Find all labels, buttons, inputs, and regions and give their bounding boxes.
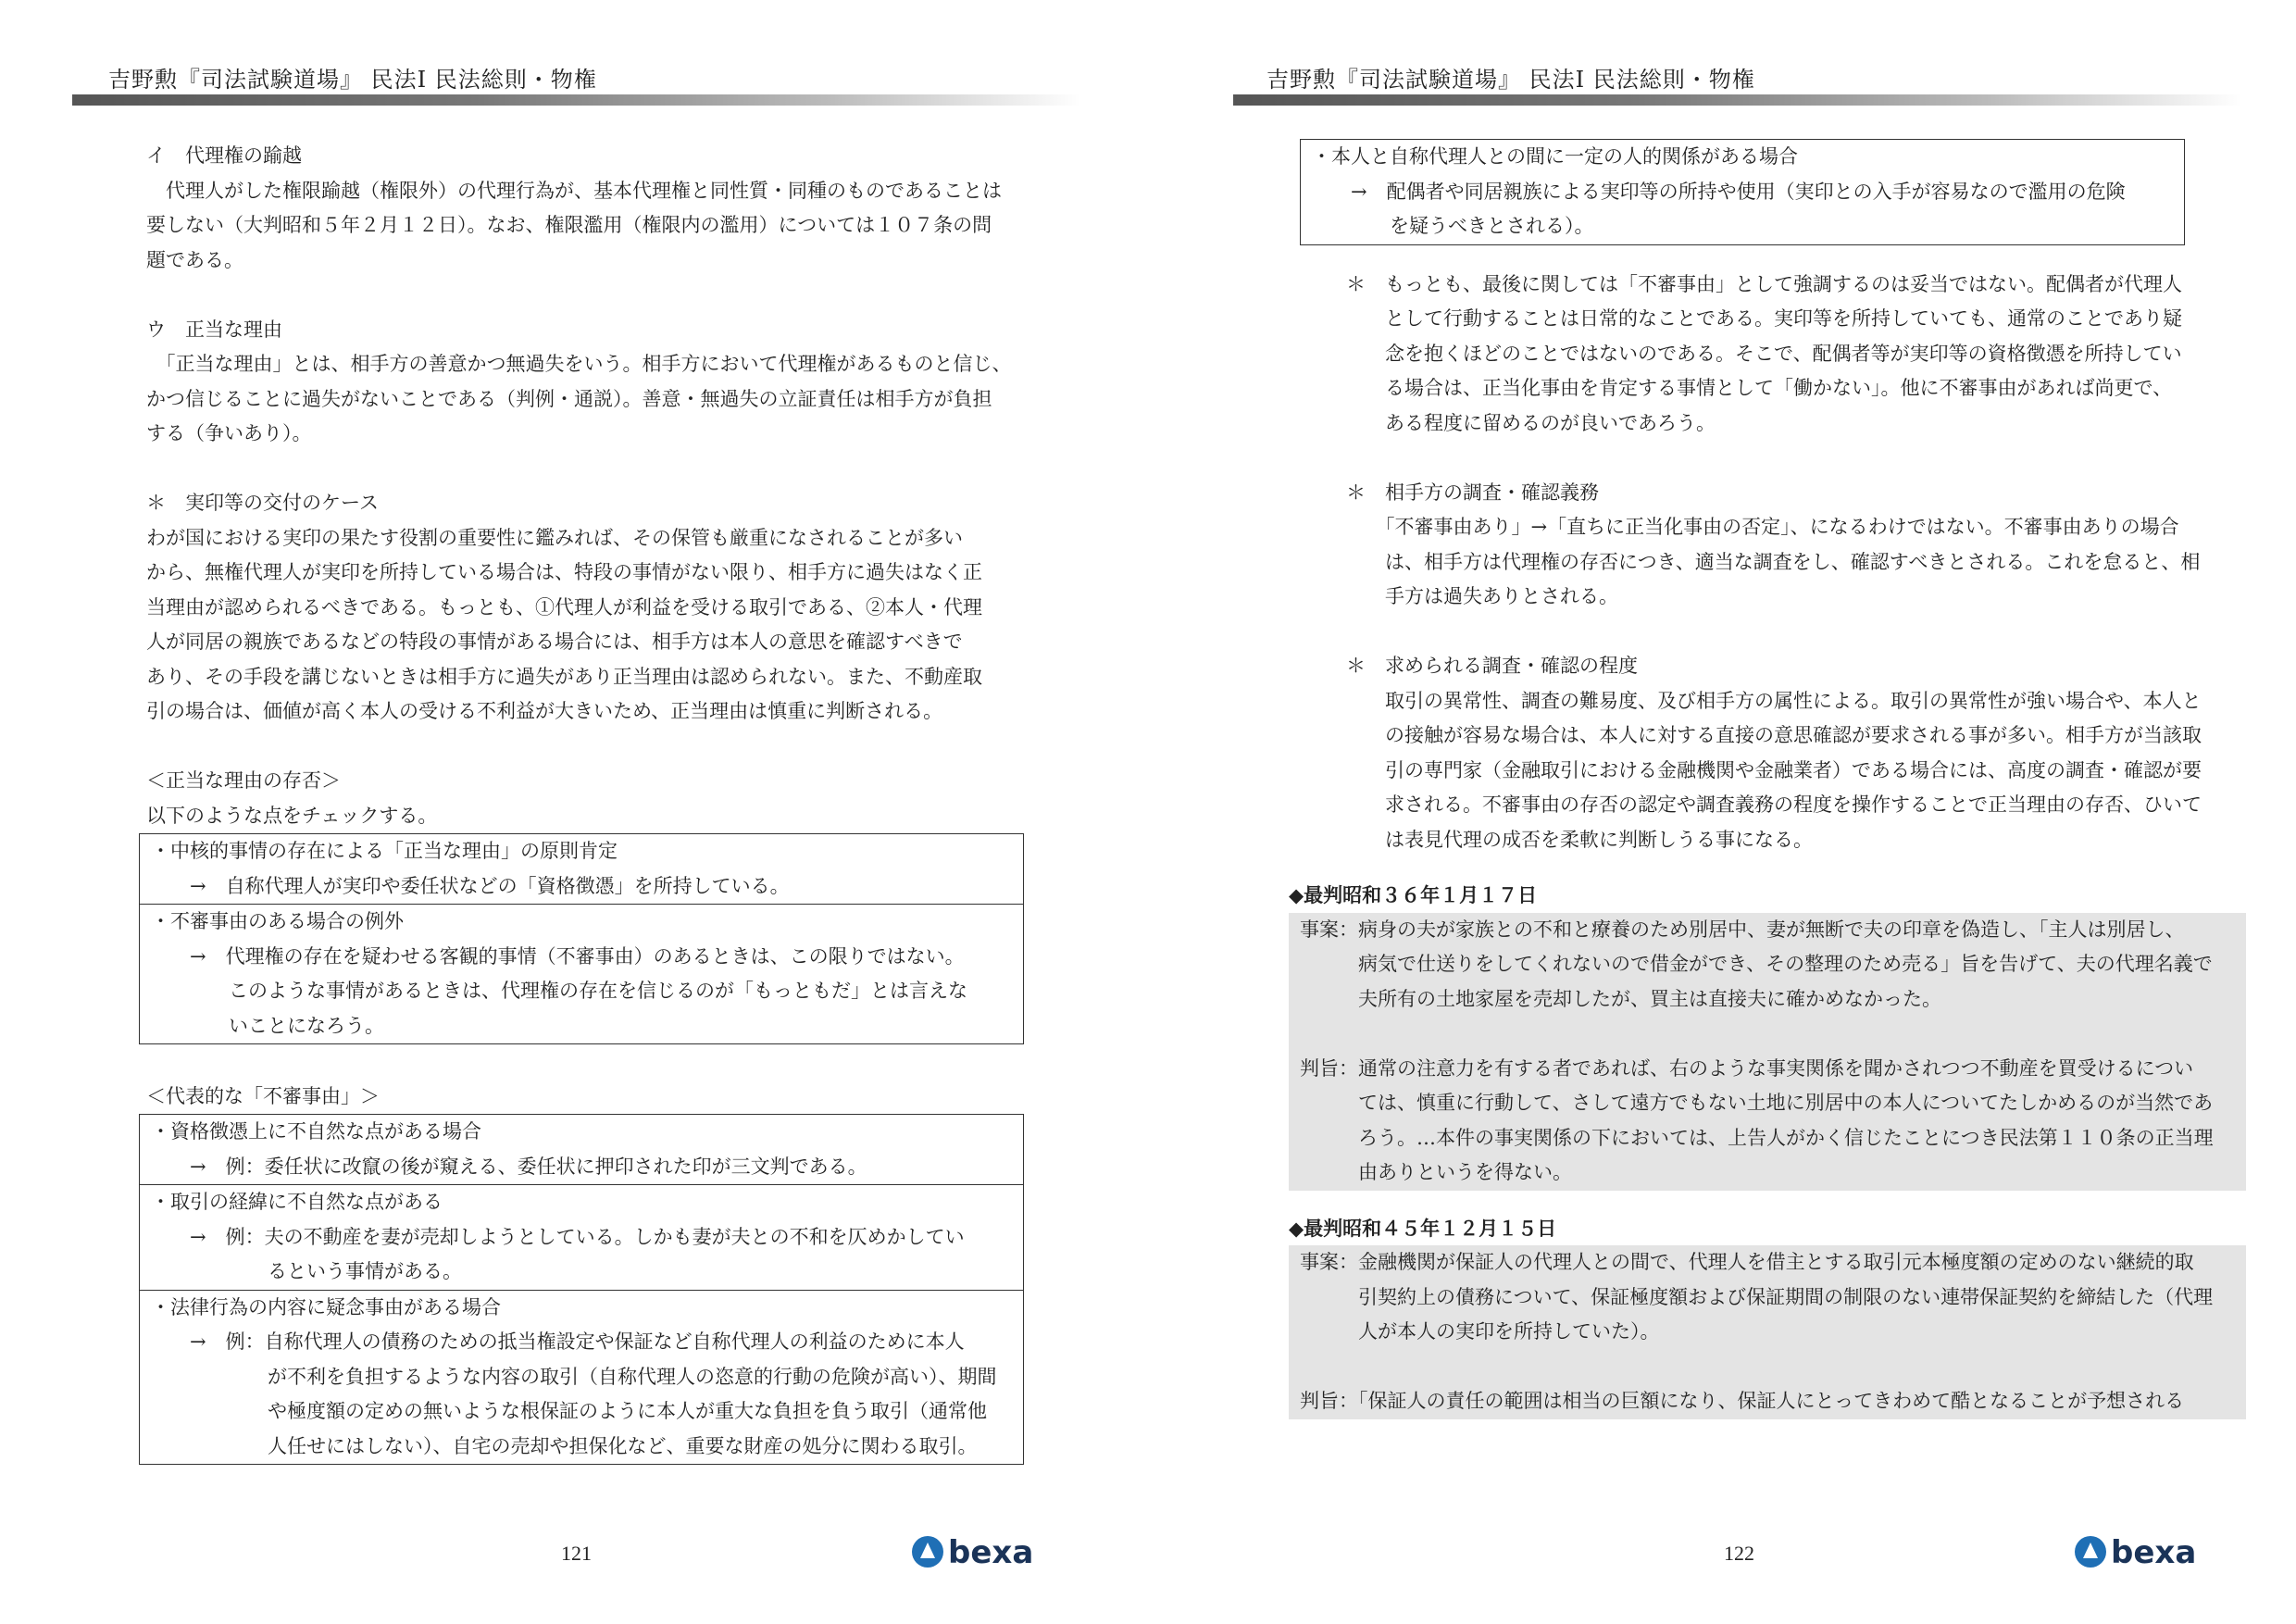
case-line: 事案：金融機関が保証人の代理人との間で、代理人を借主とする取引元本極度額の定めのない継続的取 (1300, 1251, 2194, 1273)
box-line: るという事情がある。 (151, 1260, 462, 1282)
text-line: 要しない（大判昭和５年２月１２日）。なお、権限濫用（権限内の濫用）については１０７条の問 (146, 214, 992, 236)
text-line: 手方は過失ありとされる。 (1346, 585, 1618, 607)
blank-line (146, 452, 1063, 487)
bexa-logo (909, 1530, 1057, 1574)
text-line: 代理人がした権限踰越（権限外）の代理行為が、基本代理権と同性質・同種のものであることは (146, 179, 1002, 202)
suspicious-causes-box (139, 1114, 1024, 1465)
case2-title: ◆最判昭和４５年１２月１５日 (1289, 1216, 1557, 1240)
text-line: わが国における実印の果たす役割の重要性に鑑みれば、その保管も厳重になされることが多い (146, 526, 963, 549)
box-line: このような事情があるときは、代理権の存在を信じるのが「もっともだ」とは言えな (151, 980, 967, 1002)
running-header: 吉野勲『司法試験道場』 民法Ⅰ 民法総則・物権 (108, 67, 597, 93)
case-line: 病気で仕送りをしてくれないので借金ができ、その整理のため売る」旨を告げて、夫の代理名義で (1300, 953, 2213, 975)
principle-exception-box (139, 833, 1024, 1044)
text-line: する（争いあり）。 (146, 422, 312, 444)
box-item (140, 1184, 1023, 1290)
box-line: ・中核的事情の存在による「正当な理由」の原則肯定 (151, 840, 618, 862)
case-line: 判旨：通常の注意力を有する者であれば、右のような事実関係を聞かされつつ不動産を買受けるについ (1300, 1056, 2194, 1080)
text-line: 引の専門家（金融取引における金融機関や金融業者）である場合には、高度の調査・確認が要 (1346, 758, 2202, 781)
text-line: ＊ 実印等の交付のケース (146, 492, 379, 514)
text-line: ＊ 相手方の調査・確認義務 (1346, 481, 1599, 504)
case-line: 判旨：「保証人の責任の範囲は相当の巨額になり、保証人にとってきわめて酷となることが予想される (1300, 1390, 2185, 1412)
svg-text:bexa: bexa (2111, 1534, 2197, 1571)
blank-line (1346, 615, 2226, 650)
case1-body (1289, 913, 2246, 1191)
box-line: → 代理権の存在を疑わせる客観的事情（不審事由）のあるときは、この限りではない。 (151, 944, 965, 968)
relationship-box (1300, 139, 2185, 245)
blank-line (1300, 1350, 2235, 1385)
blank-line (146, 278, 1063, 313)
case2-body (1289, 1245, 2246, 1419)
text-line: ウ 正当な理由 (146, 318, 282, 341)
box-item (140, 834, 1023, 904)
blank-line (146, 730, 1063, 765)
blank-line (1346, 441, 2226, 476)
text-line: 人が同居の親族であるなどの特段の事情がある場合には、相手方は本人の意思を確認すべきで (146, 631, 963, 653)
case-line: 引契約上の債務について、保証極度額および保証期間の制限のない連帯保証契約を締結した（代理 (1300, 1285, 2214, 1308)
case-line: 夫所有の土地家屋を売却したが、買主は直接夫に確かめなかった。 (1300, 987, 1941, 1010)
box-line: ・本人と自称代理人との間に一定の人的関係がある場合 (1312, 145, 1798, 168)
header-rule (72, 94, 1081, 106)
text-line: の接触が容易な場合は、本人に対する直接の意思確認が要求される事が多い。相手方が当該取 (1346, 724, 2202, 746)
box-line: → 自称代理人が実印や委任状などの「資格徴憑」を所持している。 (151, 874, 790, 897)
box-line: ・法律行為の内容に疑念事由がある場合 (151, 1295, 501, 1318)
box-line: や極度額の定めの無いような根保証のように本人が重大な負担を負う取引（通常他 (151, 1400, 987, 1422)
box-line: 人任せにはしない）、自宅の売却や担保化など、重要な財産の処分に関わる取引。 (151, 1434, 978, 1457)
text-line: る場合は、正当化事由を肯定する事情として「働かない」。他に不審事由があれば尚更で、 (1346, 377, 2173, 399)
text-line: イ 代理権の踰越 (146, 144, 302, 167)
box-line: → 配偶者や同居親族による実印等の所持や使用（実印との入手が容易なので濫用の危険 (1312, 180, 2126, 203)
heading-suspicious-causes: ＜代表的な「不審事由」＞ (146, 1084, 380, 1107)
text-line: 取引の異常性、調査の難易度、及び相手方の属性による。取引の異常性が強い場合や、本人と (1346, 689, 2202, 712)
page-number: 122 (1724, 1542, 1754, 1565)
box-item (140, 1290, 1023, 1465)
case1-title: ◆最判昭和３６年１月１７日 (1289, 883, 1538, 906)
text-line: 求される。不審事由の存否の認定や調査義務の程度を操作することで正当理由の存否、ひいて (1346, 793, 2202, 816)
case-line: ろう。…本件の事実関係の下においては、上告人がかく信じたことにつき民法第１１０条の正当理 (1300, 1126, 2214, 1149)
right-body (1289, 139, 2226, 1419)
text-line: かつ信じることに過失がないことである（判例・通説）。善意・無過失の立証責任は相手方が負担 (146, 387, 992, 410)
text-line: 当理由が認められるべきである。もっとも、①代理人が利益を受ける取引である、②本人・代理 (146, 595, 982, 618)
text-line: として行動することは日常的なことである。実印等を所持していても、通常のことであり疑 (1346, 307, 2182, 330)
text-line: 「不審事由あり」→「直ちに正当化事由の否定」、になるわけではない。不審事由ありの場合 (1346, 516, 2179, 538)
header-rule (1233, 94, 2242, 106)
box-line: いことになろう。 (151, 1014, 384, 1037)
case-line: 事案：病身の夫が家族との不和と療養のため別居中、妻が無断で夫の印章を偽造し、「主人は別居し、 (1300, 918, 2185, 941)
text-line: は表見代理の成否を柔軟に判断しうる事になる。 (1346, 828, 1813, 851)
box-line: が不利を負担するような内容の取引（自称代理人の恣意的行動の危険が高い）、期間 (151, 1365, 997, 1388)
box-line: → 例：自称代理人の債務のための抵当権設定や保証など自称代理人の利益のために本人 (151, 1330, 965, 1353)
box-item (140, 904, 1023, 1043)
box-line: を疑うべきとされる）。 (1312, 215, 1594, 237)
bexa-logo (2072, 1530, 2220, 1574)
right-page (1148, 0, 2296, 1624)
left-body (146, 139, 1063, 1465)
text-line: は、相手方は代理権の存否につき、適当な調査をし、確認すべきとされる。これを怠ると、相 (1346, 550, 2201, 573)
left-text-lines (146, 139, 1063, 833)
svg-text:bexa: bexa (948, 1534, 1034, 1571)
text-line: 以下のような点をチェックする。 (146, 804, 438, 827)
box-line: ・取引の経緯に不自然な点がある (151, 1191, 443, 1213)
box-line: → 例：委任状に改竄の後が窺える、委任状に押印された印が三文判である。 (151, 1155, 867, 1178)
text-line: ある程度に留めるのが良いであろう。 (1346, 411, 1716, 434)
running-header: 吉野勲『司法試験道場』 民法Ⅰ 民法総則・物権 (1267, 67, 1755, 93)
box-line: ・資格徴憑上に不自然な点がある場合 (151, 1120, 481, 1143)
box-item (140, 1115, 1023, 1184)
text-line: ＊ 求められる調査・確認の程度 (1346, 655, 1638, 677)
page-number: 121 (561, 1542, 592, 1565)
blank-line (1300, 1017, 2235, 1052)
text-line: あり、その手段を講じないときは相手方に過失があり正当理由は認められない。また、不動産取 (146, 665, 982, 688)
text-line: ＊ もっとも、最後に関しては「不審事由」として強調するのは妥当ではない。配偶者が代理人 (1346, 272, 2182, 295)
text-line: から、無権代理人が実印を所持している場合は、特段の事情がない限り、相手方に過失はなく正 (146, 561, 982, 583)
right-text-lines (1346, 268, 2226, 858)
case-line: 人が本人の実印を所持していた）。 (1300, 1320, 1660, 1343)
text-line: 「正当な理由」とは、相手方の善意かつ無過失をいう。相手方において代理権があるものと信じ、 (146, 353, 1012, 375)
text-line: 引の場合は、価値が高く本人の受ける不利益が大きいため、正当理由は慎重に判断される。 (146, 700, 943, 722)
box-line: → 例：夫の不動産を妻が売却しようとしている。しかも妻が夫との不和を仄めかしてい (151, 1225, 965, 1248)
case-line: 由ありというを得ない。 (1300, 1161, 1572, 1183)
text-line: 念を抱くほどのことではないのである。そこで、配偶者等が実印等の資格徴憑を所持してい (1346, 342, 2182, 365)
case-line: ては、慎重に行動して、さして遠方でもない土地に別居中の本人についてたしかめるのが当然であ (1300, 1092, 2214, 1114)
box-line: ・不審事由のある場合の例外 (151, 910, 404, 932)
text-line: 題である。 (146, 248, 243, 271)
text-line: ＜正当な理由の存否＞ (146, 769, 341, 792)
